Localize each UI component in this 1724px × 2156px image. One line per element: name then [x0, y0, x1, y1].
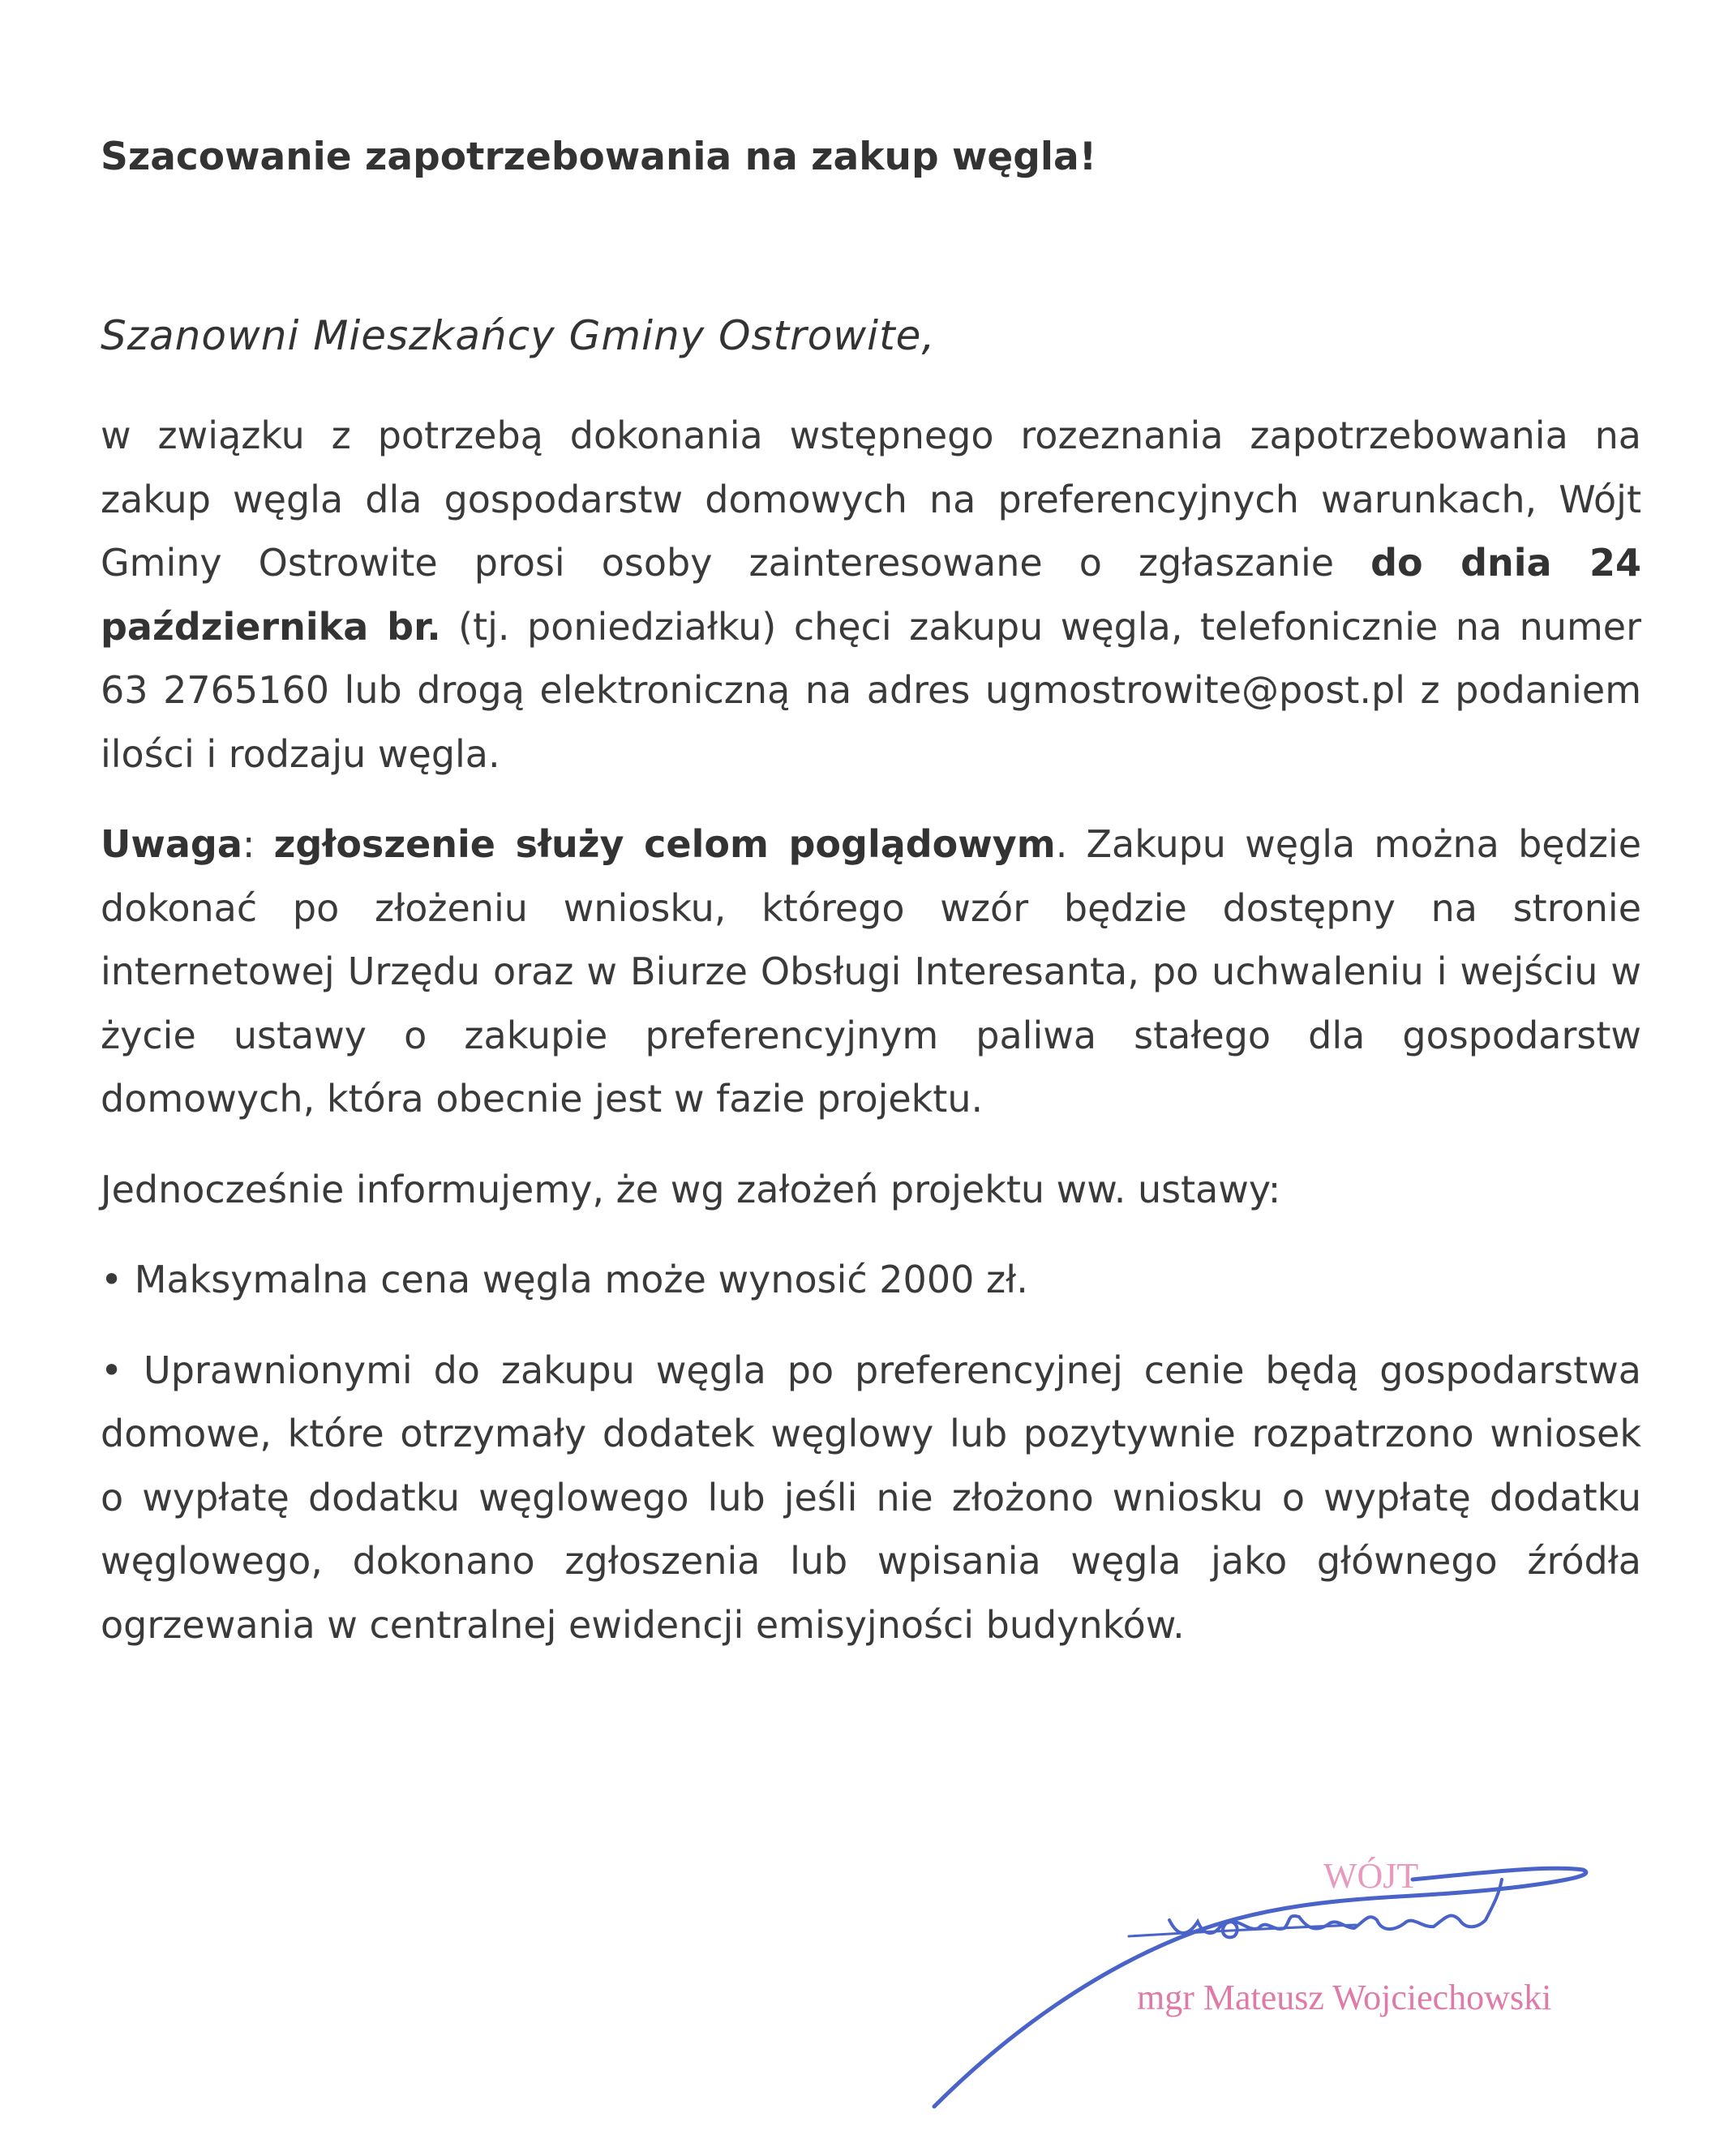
notice-bold-text: zgłoszenie służy celom poglądowym — [273, 822, 1056, 866]
document-title: Szacowanie zapotrzebowania na zakup węgla! — [101, 135, 1097, 179]
stamp-office-text: WÓJT — [1323, 1856, 1419, 1896]
stamp-name-text: mgr Mateusz Wojciechowski — [1137, 1978, 1552, 2017]
deadline-text: do dnia 24 października br. — [101, 541, 1642, 649]
paragraph-request-text: w związku z potrzebą dokonania wstępnego rozeznania zapotrzebowania na zakup węgla dla gospodarstw domowych na preferencyjnych warunkach, Wójt Gminy Ostrowite prosi osoby zainteresowane o zgłaszanie — [101, 414, 1641, 585]
notice-colon: : — [242, 822, 274, 866]
paragraph-info: Jednocześnie informujemy, że wg założeń projektu ww. ustawy: — [101, 1167, 1281, 1211]
signature-stamp-graphic — [886, 1766, 1672, 2123]
paragraph-request — [101, 404, 1641, 786]
notice-text: . Zakupu węgla można będzie dokonać po złożeniu wniosku, którego wzór będzie dostępny na stronie internetowej Urzędu oraz w Biurze Obsługi Interesanta, po uchwaleniu i wejściu w życie ustawy o zakupie preferencyjnym paliwa stałego dla gospodarstw domowych, która obecnie jest w fazie projektu. — [101, 822, 1641, 1121]
bullet-max-price: • Maksymalna cena węgla może wynosić 2000 zł. — [101, 1258, 1028, 1301]
paragraph-notice — [101, 812, 1641, 1131]
greeting: Szanowni Mieszkańcy Gminy Ostrowite, — [101, 312, 936, 359]
signature-stamp — [886, 1766, 1672, 2123]
document-body — [101, 404, 1641, 1683]
signature-underline-icon — [1129, 1925, 1356, 1936]
paragraph-request-text-cont: (tj. poniedziałku) chęci zakupu węgla, telefonicznie na numer 63 2765160 lub drogą elektroniczną na adres ugmostrowite@post.pl z podaniem ilości i rodzaju węgla. — [101, 604, 1641, 776]
notice-label: Uwaga — [101, 822, 242, 866]
bullet-eligibility: • Uprawnionymi do zakupu węgla po preferencyjnej cenie będą gospodarstwa domowe, które otrzymały dodatek węglowy lub pozytywnie rozpatrzono wniosek o wypłatę dodatku węglowego lub jeśli nie złożono wniosku o wypłatę dodatku węglowego, dokonano zgłoszenia lub wpisania węgla jako głównego źródła ogrzewania w centralnej ewidencji emisyjności budynków. — [101, 1348, 1641, 1647]
